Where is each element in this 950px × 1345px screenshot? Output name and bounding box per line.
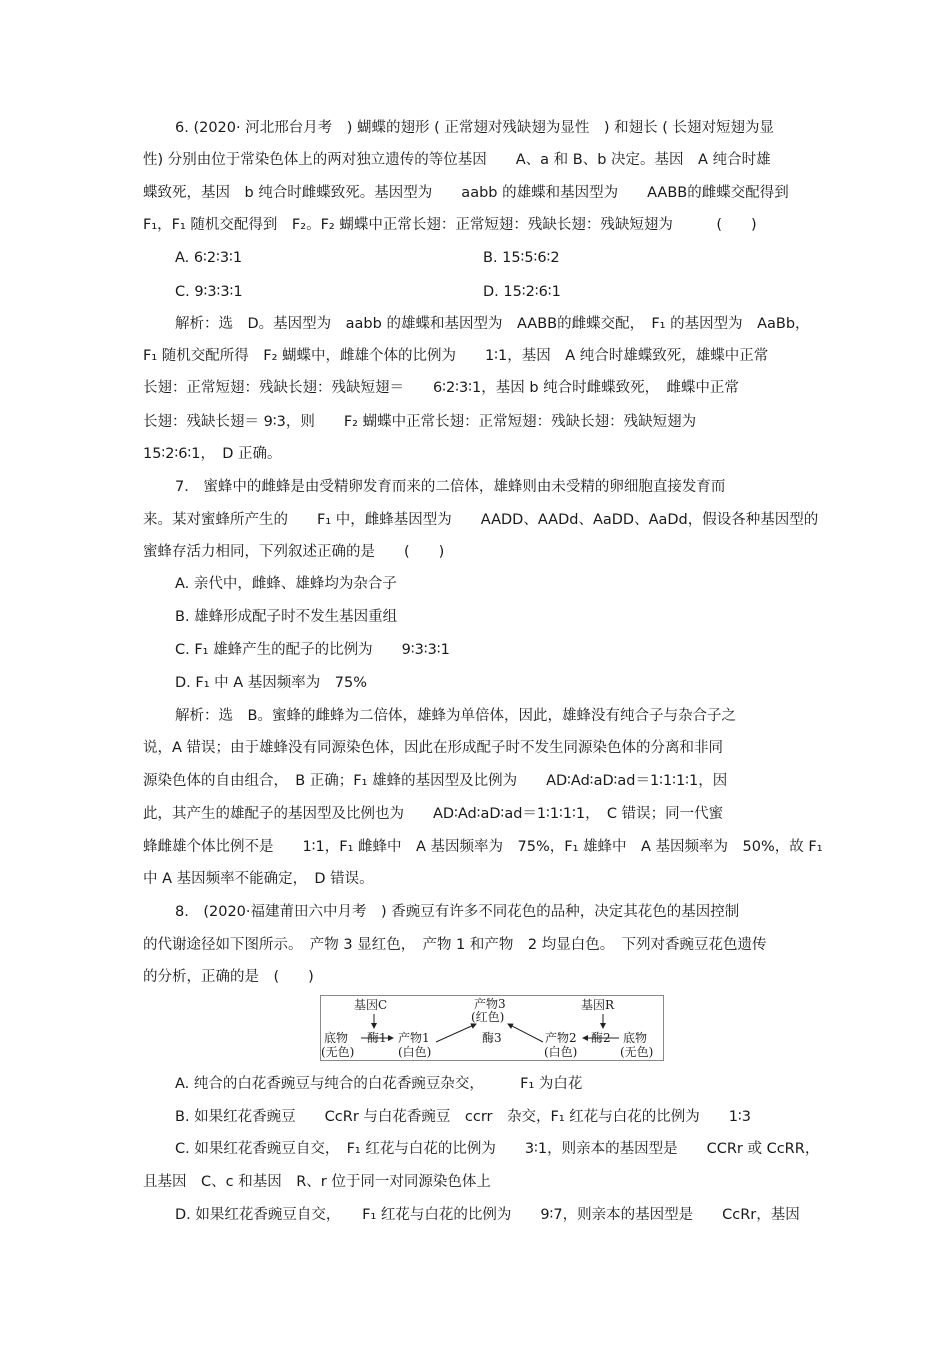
text-line: 的代谢途径如下图所示。 产物 3 显红色， 产物 1 和产物 2 均显白色。 下列对香豌豆花色遗传 <box>143 937 767 953</box>
substrate-right-label: 底物 <box>623 1031 648 1045</box>
analysis-line: 蜂雌雄个体比例不是 1∶1，F₁ 雌蜂中 A 基因频率为 75%，F₁ 雄蜂中 A 基因频率为 50%，故 F₁ <box>143 839 823 855</box>
enzyme2-label: 酶2 <box>591 1031 611 1045</box>
text-line: 蜜蜂存活力相同，下列叙述正确的是 ( ) <box>143 544 445 560</box>
analysis-line: 解析：选 B。蜜蜂的雌蜂为二倍体，雄蜂为单倍体，因此，雄蜂没有纯合子与杂合子之 <box>175 708 736 724</box>
product1-color: (白色) <box>398 1045 432 1059</box>
gene-r-label: 基因R <box>581 998 615 1012</box>
analysis-line: 长翅：残缺长翅＝ 9∶3，则 F₂ 蝴蝶中正常长翅：正常短翅：残缺长翅：残缺短翅为 <box>143 414 697 430</box>
enzyme1-label: 酶1 <box>367 1031 387 1045</box>
analysis-line: 此，其产生的雄配子的基因型及比例也为 AD∶Ad∶aD∶ad＝1∶1∶1∶1， C 错误；同一代蜜 <box>143 806 724 822</box>
text-line: 性) 分别由位于常染色体上的两对独立遗传的等位基因 A、a 和 B、b 决定。基因 A 纯合时雄 <box>143 152 771 168</box>
text-line: 8. (2020·福建莆田六中月考 ) 香豌豆有许多不同花色的品种，决定其花色的基因控制 <box>175 904 740 920</box>
option-a: A. 纯合的白花香豌豆与纯合的白花香豌豆杂交， F₁ 为白花 <box>175 1076 583 1092</box>
option-d: D. 15∶2∶6∶1 <box>483 284 561 300</box>
gene-c-label: 基因C <box>354 998 388 1012</box>
text-line: 蝶致死，基因 b 纯合时雌蝶致死。基因型为 aabb 的雄蝶和基因型为 AABB的雌蝶交配得到 <box>143 185 789 201</box>
product1-to-product3-arrow <box>436 1024 476 1042</box>
text-line: 7. 蜜蜂中的雌蜂是由受精卵发育而来的二倍体，雄蜂则由未受精的卵细胞直接发育而 <box>175 479 726 495</box>
option-c-continued: 且基因 C、c 和基因 R、r 位于同一对同源染色体上 <box>143 1174 491 1190</box>
option-b: B. 雄蜂形成配子时不发生基因重组 <box>175 609 398 625</box>
product3-label: 产物3 <box>474 997 506 1011</box>
option-a: A. 6∶2∶3∶1 <box>175 250 243 266</box>
option-c: C. 如果红花香豌豆自交， F₁ 红花与白花的比例为 3∶1，则亲本的基因型是 CCRr 或 CcRR， <box>175 1141 820 1157</box>
substrate-left-label: 底物 <box>324 1031 349 1045</box>
option-d: D. 如果红花香豌豆自交， F₁ 红花与白花的比例为 9∶7，则亲本的基因型是 CcRr，基因 <box>175 1207 800 1223</box>
option-b: B. 15∶5∶6∶2 <box>483 250 560 266</box>
text-line: 6. (2020· 河北邢台月考 ) 蝴蝶的翅形 ( 正常翅对残缺翅为显性 ) 和翅长 ( 长翅对短翅为显 <box>175 120 774 136</box>
text-line: 来。某对蜜蜂所产生的 F₁ 中，雌蜂基因型为 AADD、AADd、AaDD、AaDd，假设各种基因型的 <box>143 512 819 528</box>
text-line: F₁，F₁ 随机交配得到 F₂。F₂ 蝴蝶中正常长翅：正常短翅：残缺长翅：残缺短翅为 ( ) <box>143 217 757 233</box>
product2-to-product3-arrow <box>508 1024 543 1042</box>
analysis-line: 中 A 基因频率不能确定， D 错误。 <box>143 871 374 887</box>
option-d: D. F₁ 中 A 基因频率为 75% <box>175 675 368 691</box>
metabolic-pathway-diagram <box>320 995 664 1061</box>
substrate-left-color: (无色) <box>321 1045 355 1059</box>
enzyme3-label: 酶3 <box>482 1031 502 1045</box>
analysis-line: 15∶2∶6∶1， D 正确。 <box>143 446 282 462</box>
analysis-line: F₁ 随机交配所得 F₂ 蝴蝶中，雌雄个体的比例为 1∶1，基因 A 纯合时雄蝶致死，雄蝶中正常 <box>143 348 769 364</box>
product2-color: (白色) <box>544 1045 578 1059</box>
analysis-line: 说，A 错误；由于雄蜂没有同源染色体，因此在形成配子时不发生同源染色体的分离和非同 <box>143 740 724 756</box>
product1-label: 产物1 <box>398 1031 430 1045</box>
option-a: A. 亲代中，雌蜂、雄蜂均为杂合子 <box>175 576 397 592</box>
analysis-line: 源染色体的自由组合， B 正确；F₁ 雄蜂的基因型及比例为 AD∶Ad∶aD∶ad＝1∶1∶1∶1，因 <box>143 773 728 789</box>
text-line: 的分析，正确的是 ( ) <box>143 969 314 985</box>
analysis-line: 解析：选 D。基因型为 aabb 的雄蝶和基因型为 AABB的雌蝶交配， F₁ 的基因型为 AaBb， <box>175 316 810 332</box>
option-c: C. 9∶3∶3∶1 <box>175 284 243 300</box>
product2-label: 产物2 <box>545 1031 577 1045</box>
substrate-right-color: (无色) <box>620 1045 654 1059</box>
option-b: B. 如果红花香豌豆 CcRr 与白花香豌豆 ccrr 杂交，F₁ 红花与白花的比例为 1∶3 <box>175 1109 752 1125</box>
product3-color: (红色) <box>471 1010 505 1024</box>
option-c: C. F₁ 雄蜂产生的配子的比例为 9∶3∶3∶1 <box>175 642 450 658</box>
analysis-line: 长翅：正常短翅：残缺长翅：残缺短翅＝ 6∶2∶3∶1，基因 b 纯合时雌蝶致死， 雌蝶中正常 <box>143 380 739 396</box>
